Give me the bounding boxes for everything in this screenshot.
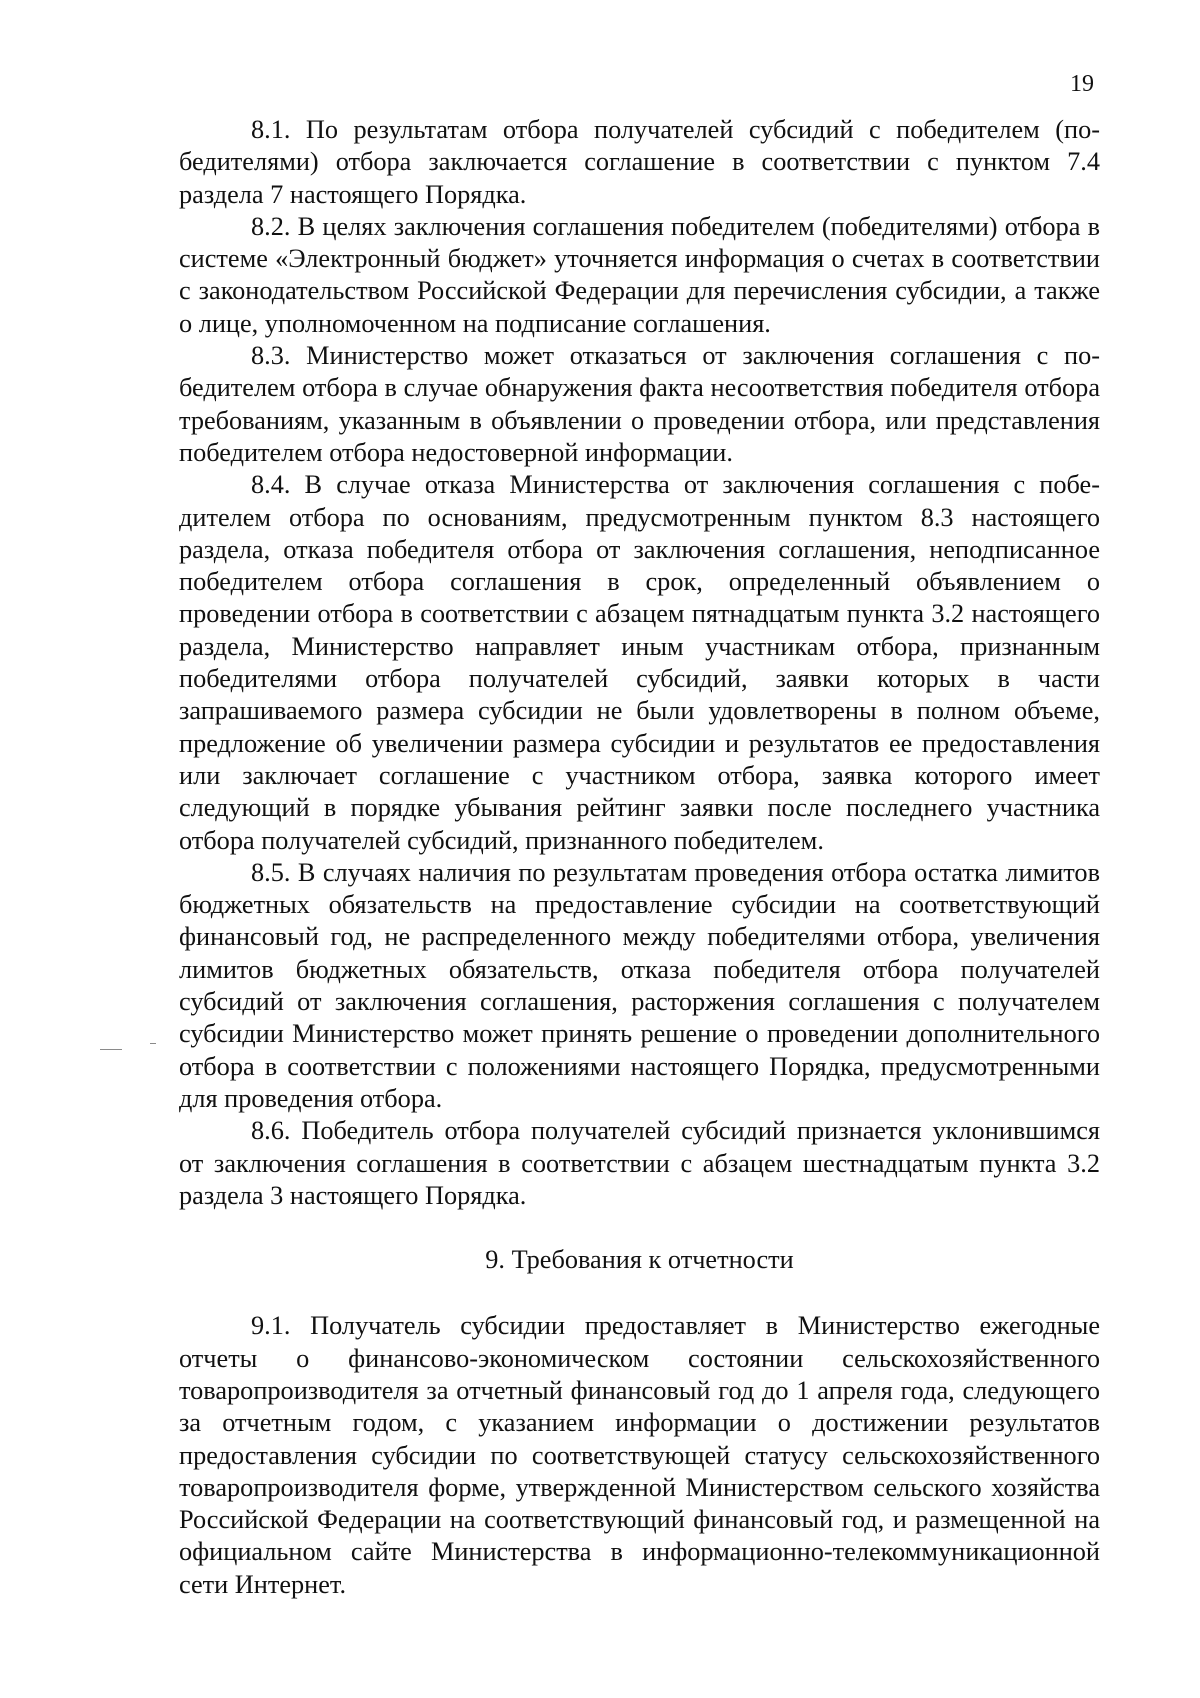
paragraph-8-1: 8.1. По результатам отбора получателей субсидий с победителем (победителями) отбора заключается соглашение в соответствии с пунктом 7.4 раздела 7 настоящего Порядка. — [179, 115, 1100, 209]
paragraph-8-5: 8.5. В случаях наличия по результатам проведения отбора остатка лимитов бюджетных обязательств на предоставление субсидии на соответствующий финансовый год, не распределенного между победителями отбора, увеличения лимитов бюджетных обязательств, отказа победителя отбора получателей субсидий от заключения соглашения, расторжения соглашения с получателем субсидии Министерство может принять решение о проведении дополнительного отбора в соответствии с положениями настоящего Порядка, предусмотренными для проведения отбора. — [179, 857, 1100, 1113]
section-heading: 9. Требования к отчетности — [485, 1245, 794, 1275]
paragraph-9-1: 9.1. Получатель субсидии предоставляет в Министерство ежегодные отчеты о финансово-экономическом состоянии сельскохозяйственного товаропроизводителя за отчетный финансовый год до 1 апреля года, следующего за отчетным годом, с указанием информации о достижении результатов предоставления субсидии по соответствующей статусу сельскохозяйственного товаропроизводителя форме, утвержденной Министерством сельского хозяйства Российской Федерации на соответствующий финансовый год, и размещенной на официальном сайте Министерства в информационно-телекоммуникационной сети Интернет. — [179, 1311, 1100, 1599]
paragraph-8-3: 8.3. Министерство может отказаться от заключения соглашения с победителем отбора в случае обнаружения факта несоответствия победителя отбора требованиям, указанным в объявлении о проведении отбора, или представления победителем отбора недостоверной информации. — [179, 341, 1100, 467]
scan-artifact-left-dot — [150, 1043, 156, 1044]
document-body — [179, 114, 1100, 1601]
paragraph-8-2: 8.2. В целях заключения соглашения победителем (победителями) отбора в системе «Электронный бюджет» уточняется информация о счетах в соответствии с законодательством Российской Федерации для перечисления субсидии, а также о лице, уполномоченном на подписание соглашения. — [179, 211, 1100, 338]
paragraph-8-4: 8.4. В случае отказа Министерства от заключения соглашения с победителем отбора по основаниям, предусмотренным пунктом 8.3 настоящего раздела, отказа победителя отбора от заключения соглашения, неподписанное победителем отбора соглашения в срок, определенный объявлением о проведении отбора в соответствии с абзацем пятнадцатым пункта 3.2 настоящего раздела, Министерство направляет иным участникам отбора, признанным победителями отбора получателей субсидий, заявки которых в части запрашиваемого размера субсидии не были удовлетворены в полном объеме, предложение об увеличении размера субсидии и результатов ее предоставления или заключает соглашение с участником отбора, заявка которого имеет следующий в порядке убывания рейтинг заявки после последнего участника отбора получателей субсидий, признанного победителем. — [179, 470, 1100, 855]
scan-artifact-left — [100, 1049, 122, 1050]
page-number: 19 — [1070, 71, 1094, 97]
paragraph-8-6: 8.6. Победитель отбора получателей субсидий признается уклонившимся от заключения соглашения в соответствии с абзацем шестнадцатым пункта 3.2 раздела 3 настоящего Порядка. — [179, 1116, 1100, 1210]
